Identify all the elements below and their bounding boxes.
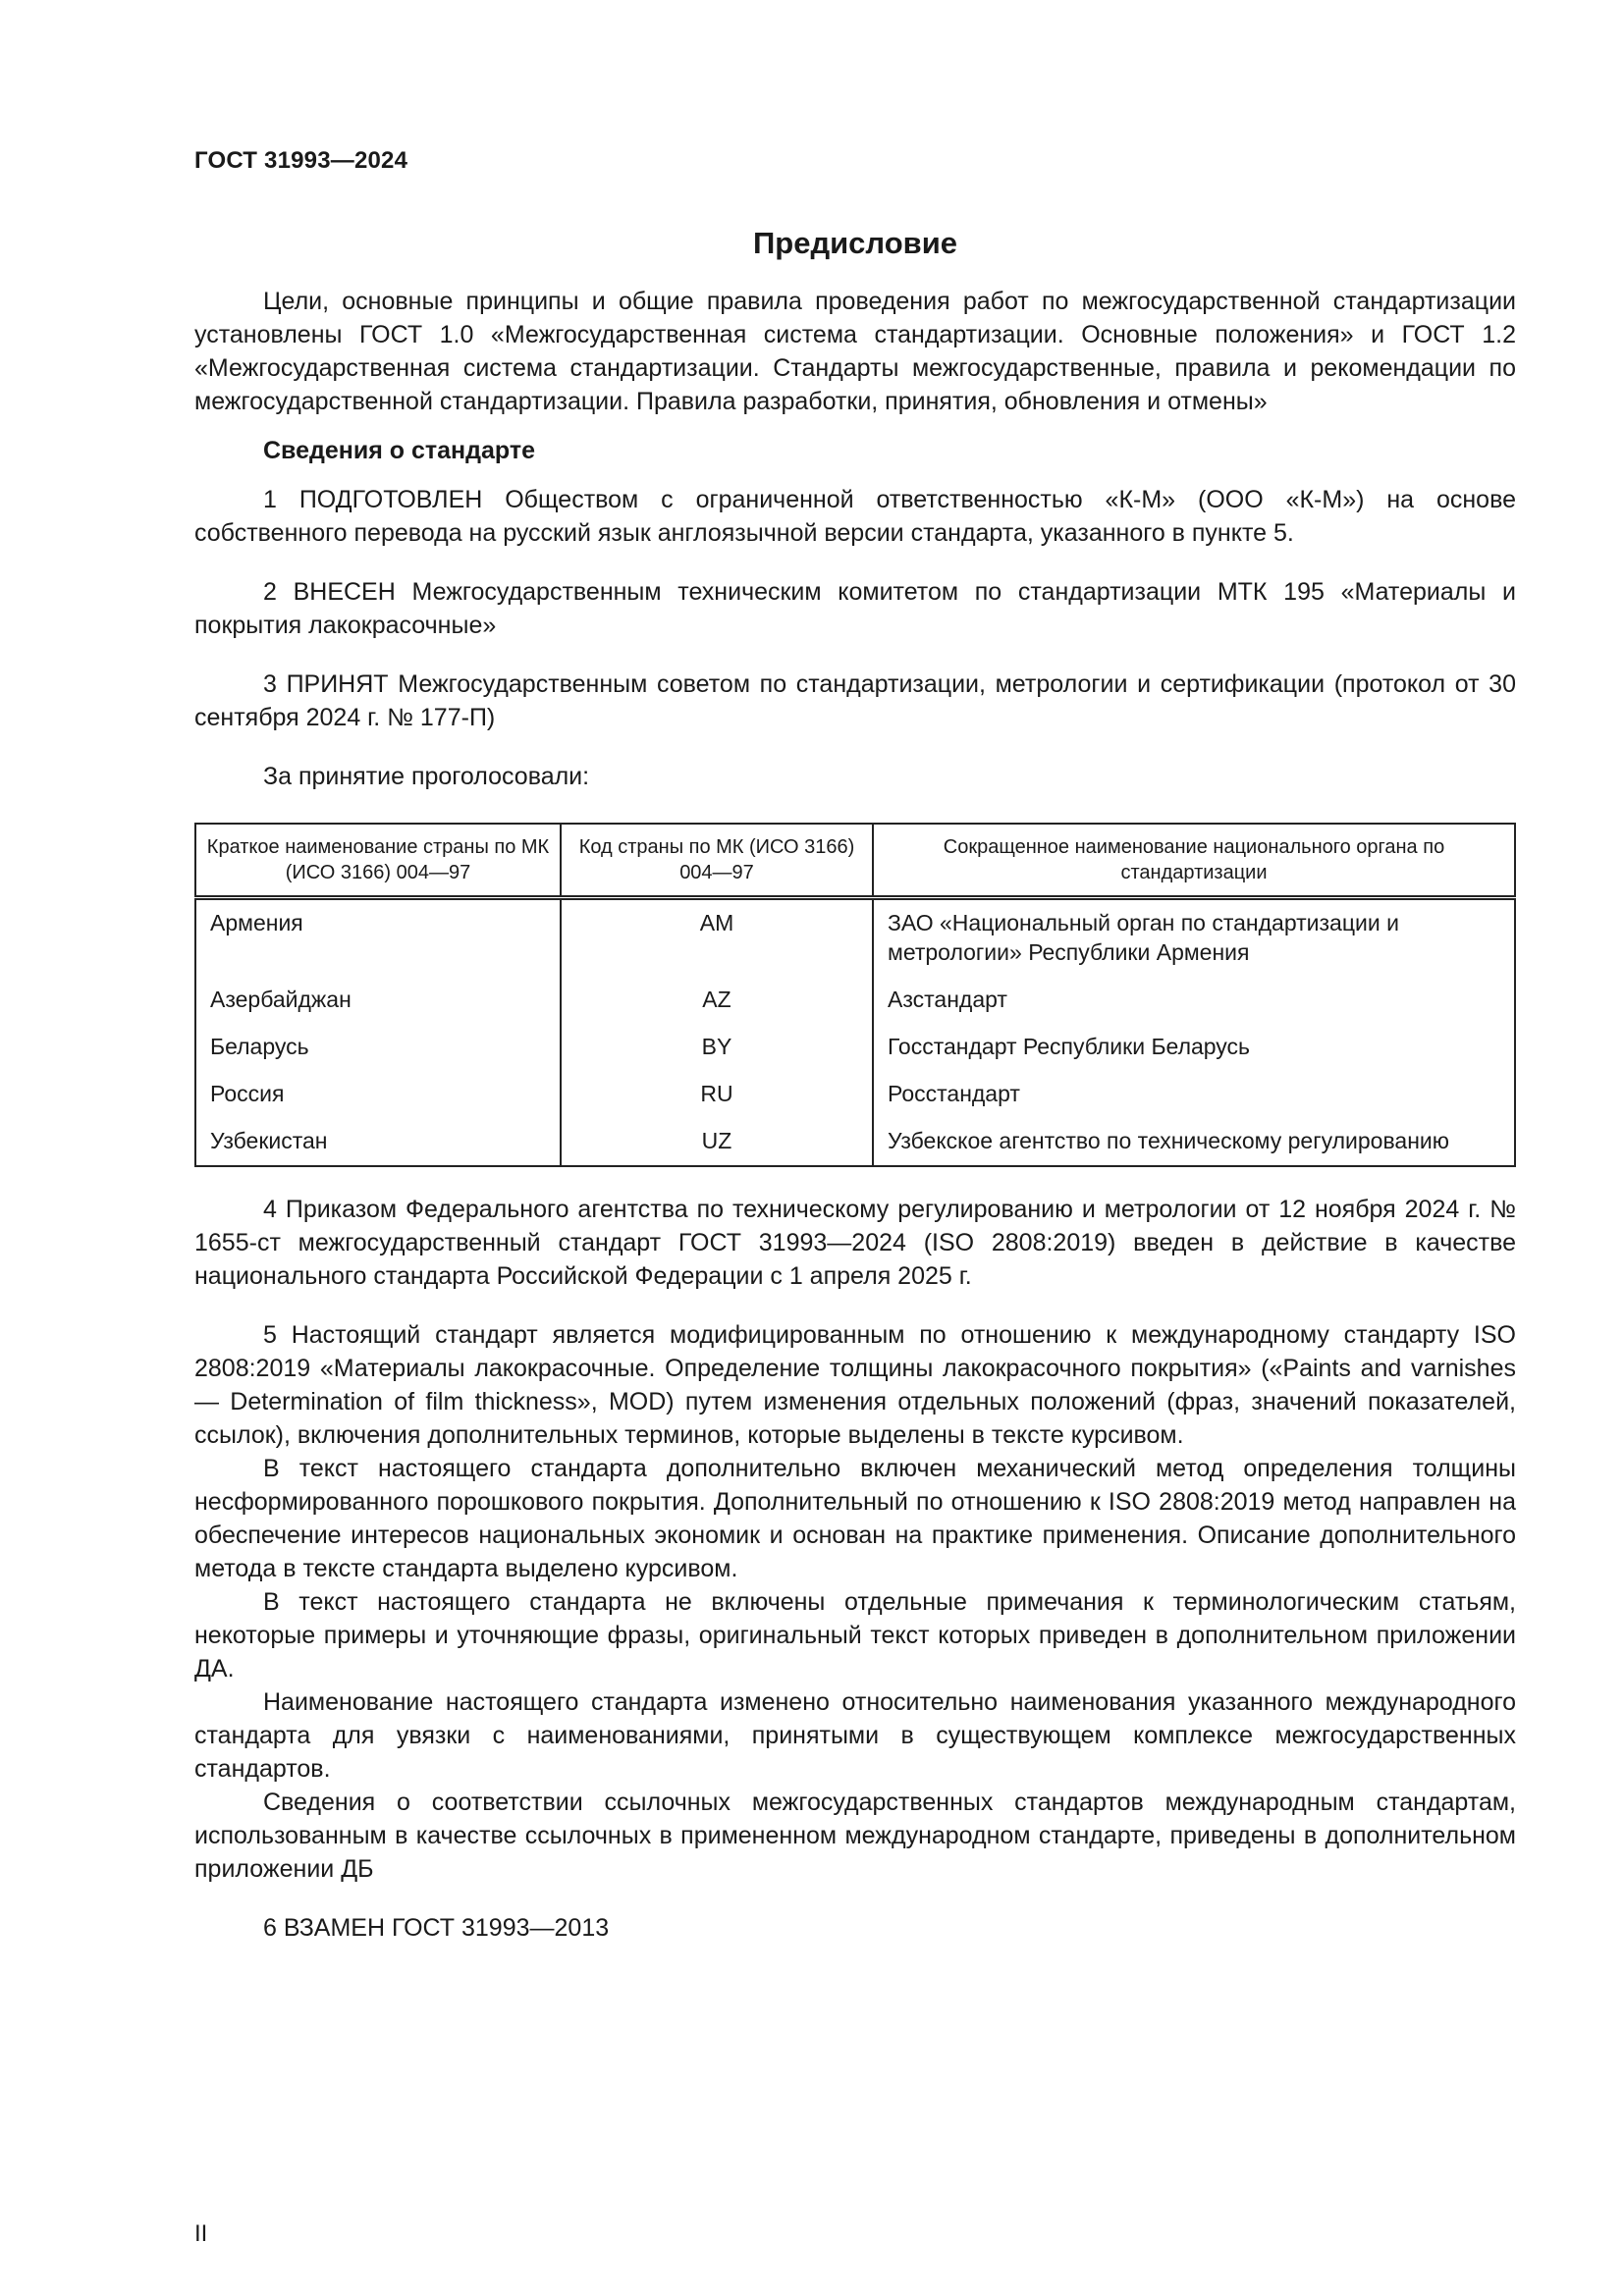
voting-table [194,823,1516,1167]
table-row [195,977,1515,1024]
item-2: 2 ВНЕСЕН Межгосударственным техническим комитетом по стандартизации МТК 195 «Материалы и покрытия лакокрасочные» [194,578,1516,639]
table-row [195,1024,1515,1071]
body-cell: Узбекское агентство по техническому регулированию [873,1118,1515,1166]
code-cell: AZ [561,977,873,1024]
intro-paragraph: Цели, основные принципы и общие правила проведения работ по межгосударственной стандартизации установлены ГОСТ 1.0 «Межгосударственная система стандартизации. Основные положения» и ГОСТ 1.2 «Межгосударственная система стандартизации. Стандарты межгосударственные, правила и рекомендации по межгосударственной стандартизации. Правила разработки, принятия, обновления и отмены» [194,288,1516,415]
country-cell: Азербайджан [195,977,561,1024]
body-cell: Росстандарт [873,1071,1515,1118]
item-3: 3 ПРИНЯТ Межгосударственным советом по стандартизации, метрологии и сертификации (протокол от 30 сентября 2024 г. № 177-П) [194,670,1516,731]
code-cell: AM [561,898,873,978]
item-6: 6 ВЗАМЕН ГОСТ 31993—2013 [263,1914,610,1942]
table-header-row [195,824,1515,898]
code-cell: BY [561,1024,873,1071]
page-number: II [194,2220,208,2247]
item-5-paragraph: Наименование настоящего стандарта изменено относительно наименования указанного международного стандарта для увязки с наименованиями, принятыми в существующем комплексе межгосударственных стандартов. [194,1688,1516,1783]
item-4: 4 Приказом Федерального агентства по техническому регулированию и метрологии от 12 ноября 2024 г. № 1655-ст межгосударственный стандарт ГОСТ 31993—2024 (ISO 2808:2019) введен в действие в качестве национального стандарта Российской Федерации с 1 апреля 2025 г. [194,1196,1516,1290]
item-5-paragraph: Сведения о соответствии ссылочных межгосударственных стандартов международным стандартам, использованным в качестве ссылочных в примененном международном стандарте, приведены в дополнительном приложении ДБ [194,1789,1516,1883]
body-cell: ЗАО «Национальный орган по стандартизации и метрологии» Республики Армения [873,898,1515,978]
country-cell: Россия [195,1071,561,1118]
country-cell: Узбекистан [195,1118,561,1166]
code-cell: UZ [561,1118,873,1166]
column-header-code: Код страны по МК (ИСО 3166) 004—97 [561,824,873,898]
item-1: 1 ПОДГОТОВЛЕН Обществом с ограниченной ответственностью «К-М» (ООО «К-М») на основе собственного перевода на русский язык англоязычной версии стандарта, указанного в пункте 5. [194,486,1516,547]
country-cell: Беларусь [195,1024,561,1071]
subheading: Сведения о стандарте [263,437,536,464]
body-cell: Азстандарт [873,977,1515,1024]
table-row [195,1118,1515,1166]
country-cell: Армения [195,898,561,978]
body-cell: Госстандарт Республики Беларусь [873,1024,1515,1071]
column-header-country: Краткое наименование страны по МК (ИСО 3166) 004—97 [195,824,561,898]
foreword-content [194,285,1516,1945]
code-cell: RU [561,1071,873,1118]
item-5-paragraph: В текст настоящего стандарта дополнительно включен механический метод определения толщины несформированного порошкового покрытия. Дополнительный по отношению к ISO 2808:2019 метод направлен на обеспечение интересов национальных экономик и основан на практике применения. Описание дополнительного метода в тексте стандарта выделено курсивом. [194,1455,1516,1582]
item-5-paragraph: 5 Настоящий стандарт является модифицированным по отношению к международному стандарту ISO 2808:2019 «Материалы лакокрасочные. Определение толщины лакокрасочного покрытия» («Paints and varnishes — Determination of film thickness», MOD) путем изменения отдельных положений (фраз, значений показателей, ссылок), включения дополнительных терминов, которые выделены в тексте курсивом. [194,1321,1516,1449]
table-row [195,1071,1515,1118]
document-header: ГОСТ 31993—2024 [194,147,408,174]
table-row [195,898,1515,978]
page-title: Предисловие [752,226,957,260]
item-5-paragraph: В текст настоящего стандарта не включены отдельные примечания к терминологическим статьям, некоторые примеры и уточняющие фразы, оригинальный текст которых приведен в дополнительном приложении ДА. [194,1588,1516,1682]
column-header-body: Сокращенное наименование национального органа по стандартизации [873,824,1515,898]
vote-intro: За принятие проголосовали: [263,763,590,790]
